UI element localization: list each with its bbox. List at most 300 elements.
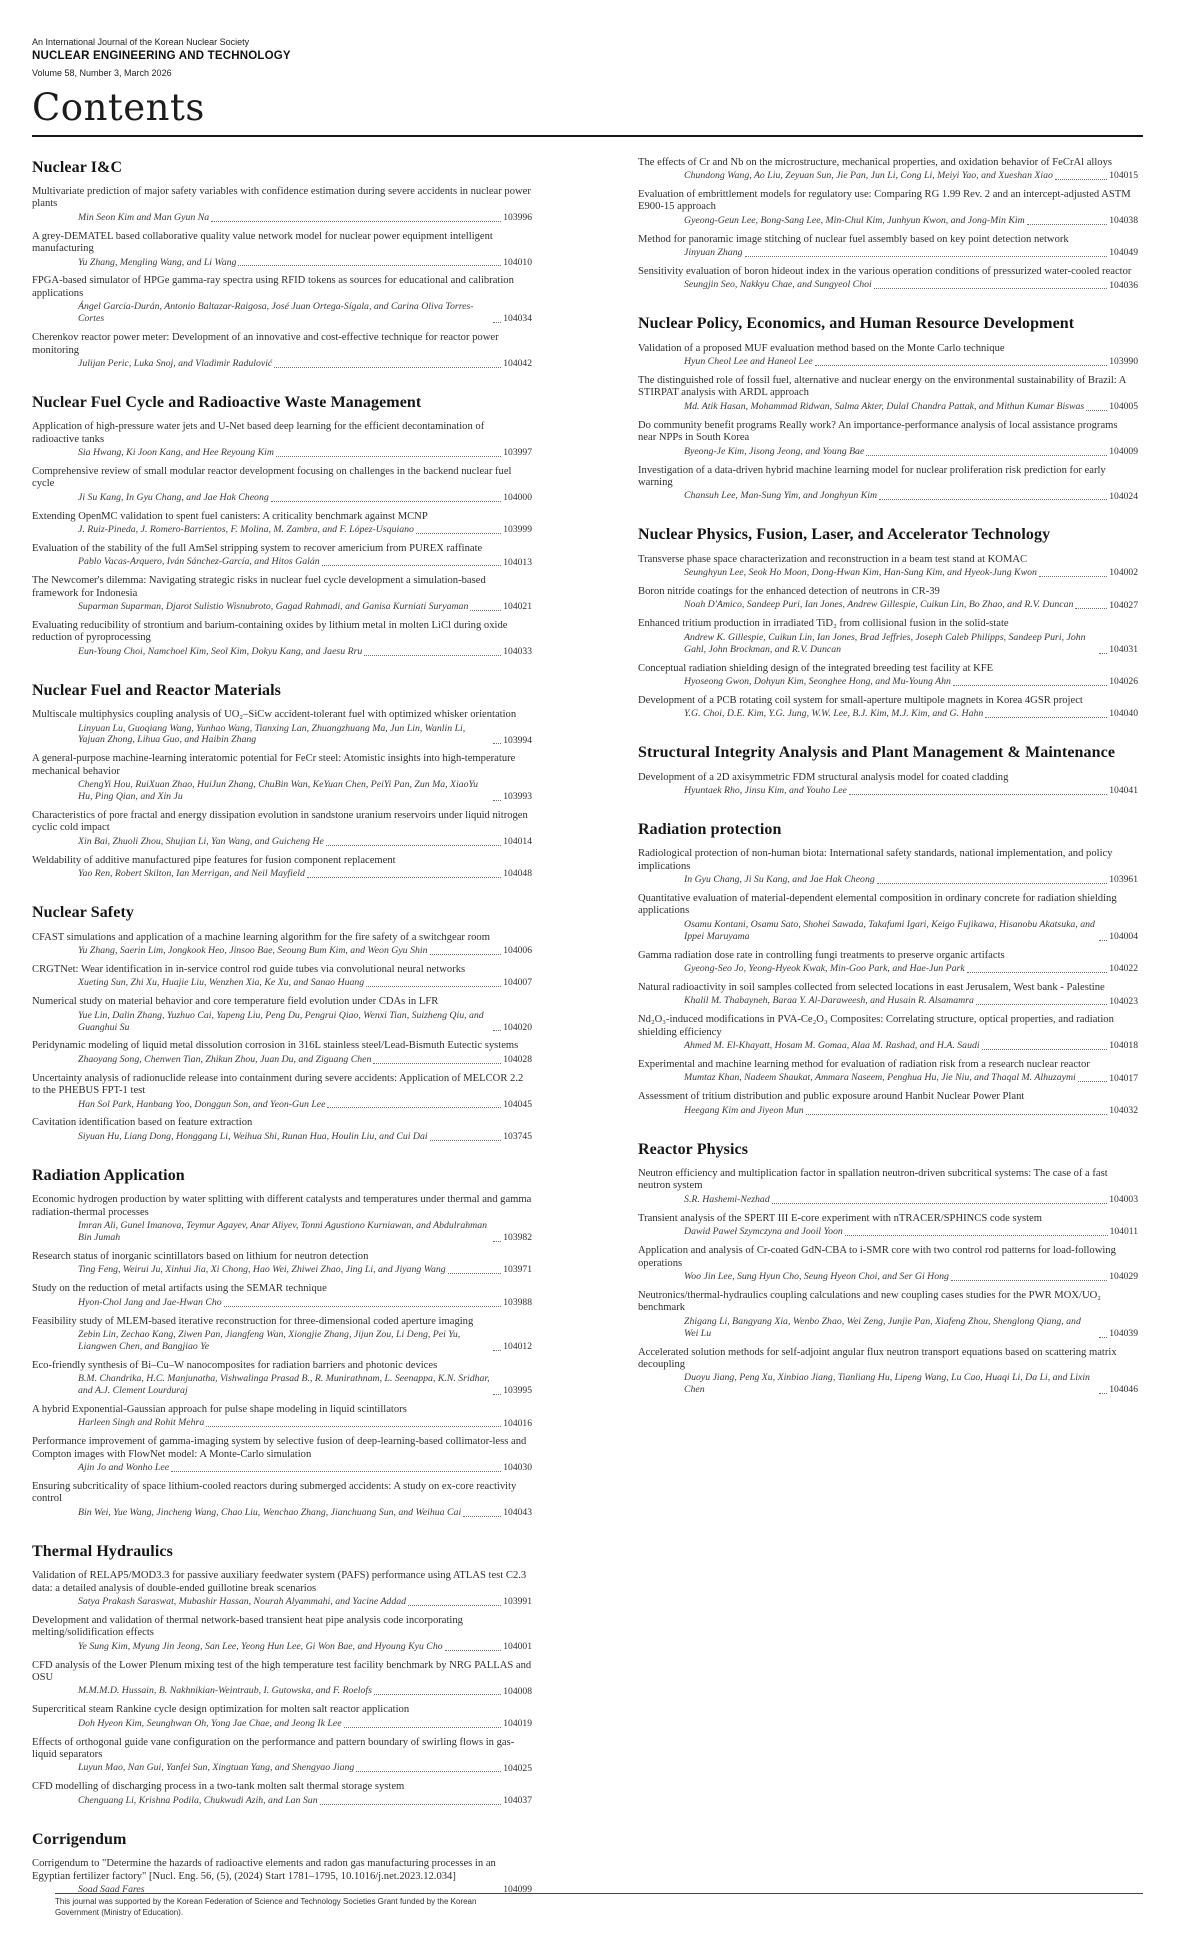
article-page-number: 104000 [503,491,532,503]
article-meta [32,301,532,325]
dotted-leader [849,794,1107,795]
article-authors: Osamu Kontani, Osamu Sato, Shohei Sawada, Takafumi Igari, Keigo Fujikawa, Hisanobu Akatsuka, and Ippei Maruyama [684,918,1095,942]
article-entry [32,1117,532,1142]
section-heading: Thermal Hydraulics [32,1542,173,1560]
dotted-leader [463,1516,501,1517]
article-page-number: 104042 [503,358,532,370]
article-page-number: 103982 [503,1232,532,1244]
article-page-number: 104099 [503,1884,532,1896]
article-title: Peridynamic modeling of liquid metal dissolution corrosion in 316L stainless steel/Lead-Bismuth Eutectic systems [32,1040,519,1052]
article-authors: Satya Prakash Saraswat, Mubashir Hassan, Nourah Alyammahi, and Yacine Addad [78,1595,407,1607]
article-title: CRGTNet: Wear identification in in-service control rod guide tubes via convolutional neural networks [32,963,466,975]
article-meta [32,1297,532,1309]
article-title: Corrigendum to "Determine the hazards of radioactive elements and radon gas manufacturing processes in an Egyptian fertilizer factory" [Nucl. Eng. 56, (5), (2024) Start 1781–1795, 10.1016/j.net.2023.12.034] [32,1858,496,1882]
article-title: Weldability of additive manufactured pipe features for fusion component replacement [32,854,396,866]
article-meta [638,963,1138,975]
section-heading: Corrigendum [32,1830,127,1848]
article-entry [32,620,532,658]
article-entry [638,343,1138,368]
article-page-number: 104009 [1109,445,1138,457]
toc-section [638,315,1138,502]
article-title: Investigation of a data-driven hybrid machine learning model for nuclear proliferation risk prediction for early warning [638,464,1106,488]
article-entry [32,996,532,1033]
article-entry [32,1481,532,1519]
article-title: Assessment of tritium distribution and public exposure around Hanbit Nuclear Power Plant [638,1091,1025,1103]
article-entry [32,1251,532,1276]
article-entry [32,1404,532,1429]
dotted-leader [493,1394,501,1395]
article-title: Radiological protection of non-human biota: International safety standards, national implementation, and policy implications [638,848,1113,872]
article-authors: Ting Feng, Weirui Ju, Xinhui Jia, Xi Chong, Hao Wei, Zhiwei Zhao, Jing Li, and Jiyang Wang [78,1264,446,1276]
article-authors: Seungjin Seo, Nakkyu Chae, and Sungyeol Choi [684,279,872,291]
article-meta [32,492,532,504]
article-page-number: 104041 [1109,785,1138,797]
article-entry [638,1014,1138,1052]
article-authors: Md. Atik Hasan, Mohammad Ridwan, Salma Akter, Dulal Chandra Pattak, and Mithun Kumar Biswas [684,400,1085,412]
article-page-number: 104029 [1109,1271,1138,1283]
article-entry [638,618,1138,655]
toc-section [32,1543,532,1807]
article-title: Validation of a proposed MUF evaluation method based on the Monte Carlo technique [638,342,1005,354]
article-meta [32,1417,532,1429]
article-page-number: 103745 [503,1131,532,1143]
article-title: Multivariate prediction of major safety variables with confidence estimation during severe accidents in nuclear power plants [32,186,531,210]
article-meta [32,723,532,747]
article-title: Evaluating reducibility of strontium and barium-containing oxides by lithium metal in molten LiCl during oxide reduction of pyroprocessing [32,620,508,644]
article-authors: Suparman Suparman, Djarot Sulistio Wisnubroto, Gagad Rahmadi, and Ganisa Kurniati Suryaman [78,601,469,613]
article-title: Transient analysis of the SPERT III E-core experiment with nTRACER/SPHINCS code system [638,1212,1042,1224]
dotted-leader [493,1350,501,1351]
dotted-leader [953,685,1107,686]
article-title: Study on the reduction of metal artifacts using the SEMAR technique [32,1283,327,1295]
article-page-number: 104048 [503,868,532,880]
dotted-leader [745,256,1108,257]
article-authors: B.M. Chandrika, H.C. Manjunatha, Vishwalinga Prasad B., R. Munirathnam, L. Seenappa, K.N. Sridhar, and A.J. Clement Lourduraj [78,1373,490,1397]
article-page-number: 104003 [1109,1194,1138,1206]
article-title: Method for panoramic image stitching of nuclear fuel assembly based on key point detection network [638,233,1069,245]
article-entry [32,332,532,370]
article-meta [32,1131,532,1143]
dotted-leader [1099,940,1107,941]
article-page-number: 104046 [1109,1384,1138,1396]
article-authors: Duoyu Jiang, Peng Xu, Xinbiao Jiang, Tianliang Hu, Lipeng Wang, Lu Cao, Huaqi Li, Da Li, and Lixin Chen [684,1372,1090,1396]
article-entry [32,753,532,803]
article-page-number: 104032 [1109,1105,1138,1116]
article-title: Economic hydrogen production by water splitting with different catalysts and temperatures under thermal and gamma radiation-thermal processes [32,1194,532,1218]
article-authors: Ángel García-Durán, Antonio Baltazar-Raigosa, José Juan Ortega-Sígala, and Carina Oliva Torres-Cortes [78,301,474,325]
dotted-leader [1075,608,1107,609]
article-meta [32,779,532,803]
article-title: Conceptual radiation shielding design of the integrated breeding test facility at KFE [638,662,994,674]
article-authors: Woo Jin Lee, Sung Hyun Cho, Seung Hyeon Choi, and Ser Gi Hong [684,1270,949,1282]
article-page-number: 103990 [1109,356,1138,368]
article-entry [32,421,532,459]
article-title: Feasibility study of MLEM-based iterative reconstruction for three-dimensional coded aperture imaging [32,1315,474,1327]
article-entry [638,772,1138,797]
article-page-number: 104022 [1109,963,1138,975]
dotted-leader [206,1426,501,1427]
article-authors: Seunghyun Lee, Seok Ho Moon, Dong-Hwan Kim, Han-Sung Kim, and Hyeok-Jung Kwon [684,567,1037,578]
article-meta [32,868,532,880]
article-title: Application of high-pressure water jets and U-Net based deep learning for the efficient decontamination of radioactive tanks [32,421,485,445]
dotted-leader [344,1727,502,1728]
article-authors: Linyuan Lu, Guoqiang Wang, Yunhao Wang, Tianxing Lan, Zhuangzhuang Ma, Jun Lin, Wanlin Li, Yajuan Zhong, Lihua Guo, and Haibin Zhang [78,722,466,746]
article-page-number: 104025 [503,1762,532,1774]
article-entry [638,1347,1138,1397]
article-meta [32,836,532,848]
article-entry [638,375,1138,413]
article-authors: M.M.M.D. Hussain, B. Nakhnikian-Weintraub, I. Gutowska, and F. Roelofs [78,1685,372,1697]
dotted-leader [1055,179,1107,180]
article-meta [32,358,532,370]
article-meta [638,632,1138,656]
article-page-number: 104021 [503,601,532,613]
article-title: Boron nitride coatings for the enhanced detection of neutrons in CR-39 [638,585,940,597]
article-title: Neutron efficiency and multiplication factor in spallation neutron-driven subcritical systems: The case of a fast neutron system [638,1168,1108,1192]
article-authors: Ye Sung Kim, Myung Jin Jeong, San Lee, Yeong Hun Lee, Gi Won Bae, and Hyoung Kyu Cho [78,1640,443,1652]
article-authors: S.R. Hashemi-Nezhad [684,1193,770,1205]
article-entry [32,1316,532,1353]
dotted-leader [430,954,502,955]
article-meta [638,1226,1138,1238]
article-authors: Byeong-Je Kim, Jisong Jeong, and Young Bae [684,445,865,457]
article-page-number: 103993 [503,791,532,803]
article-title: A general-purpose machine-learning interatomic potential for FeCr steel: Atomistic insights into high-temperature mechanical behavior [32,753,516,777]
article-authors: Khalil M. Thabayneh, Baraa Y. Al-Daraweesh, and Husain R. Alsamamra [684,995,974,1007]
article-title: A grey-DEMATEL based collaborative quality value network model for nuclear power equipment intelligent manufacturing [32,230,493,255]
dotted-leader [772,1203,1108,1204]
article-title: Gamma radiation dose rate in controlling fungi treatments to preserve organic artifacts [638,949,1005,961]
article-meta [32,257,532,269]
dotted-leader [1027,224,1108,225]
article-entry [32,1660,532,1698]
article-page-number: 103994 [503,734,532,746]
article-title: Validation of RELAP5/MOD3.3 for passive auxiliary feedwater system (PAFS) performance using ATLAS test C2.3 data: a detailed analysis of double-ended guillotine break scenarios [32,1570,527,1594]
toc-section [32,682,532,880]
article-meta [638,1040,1138,1052]
article-authors: Yu Zhang, Mengling Wang, and Li Wang [78,256,237,268]
article-entry [638,1290,1138,1340]
article-entry [638,586,1138,611]
article-meta [638,995,1138,1007]
article-entry [638,1091,1138,1116]
article-authors: ChengYi Hou, RuiXuan Zhao, HuiJun Zhang, ChuBin Wan, KeYuan Chen, PeiYi Pan, Zun Ma, XiaoYu Hu, Ping Qian, and Xin Ju [78,779,478,803]
left-column [32,157,532,1903]
dotted-leader [877,883,1107,884]
article-entry [638,982,1138,1007]
article-entry [638,893,1138,943]
article-page-number: 104033 [503,646,532,658]
article-authors: Xueting Sun, Zhi Xu, Huajie Liu, Wenzhen Xia, Ke Xu, and Sanao Huang [78,977,365,989]
article-authors: Hyun Cheol Lee and Haneol Lee [684,356,813,368]
article-page-number: 104006 [503,945,532,957]
article-meta [638,676,1138,688]
article-title: The effects of Cr and Nb on the microstructure, mechanical properties, and oxidation behavior of FeCrAl alloys [638,156,1113,168]
article-entry [638,189,1138,227]
dotted-leader [408,1605,501,1606]
article-title: Ensuring subcriticality of space lithium-cooled reactors during submerged accidents: A study on ex-core reactivity control [32,1481,517,1505]
section-heading: Nuclear I&C [32,158,123,176]
article-authors: Hyoseong Gwon, Dohyun Kim, Seonghee Hong, and Mu-Young Ahn [684,675,951,687]
dotted-leader [982,1049,1108,1050]
article-authors: In Gyu Chang, Ji Su Kang, and Jae Hak Cheong [684,874,875,886]
toc-section [32,904,532,1143]
toc-section [638,157,1138,292]
article-meta [32,1762,532,1774]
dotted-leader [976,1004,1107,1005]
article-title: Uncertainty analysis of radionuclide release into containment during severe accidents: Application of MELCOR 2.2 to the PHEBUS FPT-1 test [32,1072,524,1097]
dotted-leader [815,365,1108,366]
article-authors: Julijan Peric, Luka Snoj, and Vladimir Radulović [78,357,273,369]
article-entry [32,932,532,957]
article-entry [32,1737,532,1775]
dotted-leader [1099,1393,1107,1394]
article-authors: Ajin Jo and Wonho Lee [78,1462,170,1474]
article-page-number: 104020 [503,1021,532,1033]
dotted-leader [1086,410,1107,411]
article-page-number: 104040 [1109,708,1138,720]
article-entry [32,1570,532,1608]
article-meta [638,708,1138,720]
journal-header [32,36,1143,128]
page-title: Contents [32,85,205,129]
article-authors: Zebin Lin, Zechao Kang, Ziwen Pan, Jiangfeng Wan, Xiongjie Zhang, Jijun Zou, Li Deng, Pei Yu, Liangwen Chen, and Bangjiao Ye [78,1328,461,1352]
article-entry [638,950,1138,975]
toc-section [638,1141,1138,1396]
article-meta [32,601,532,613]
article-title: Development and validation of thermal network-based transient heat pipe analysis code incorporating melting/solidification effects [32,1614,463,1639]
article-entry [32,709,532,746]
article-authors: Mumtaz Khan, Nadeem Shaukat, Ammara Naseem, Penghua Hu, Jie Niu, and Thaqal M. Alhuzaymi [684,1072,1076,1084]
article-entry [32,1360,532,1397]
toc-section [32,394,532,658]
dotted-leader [845,1235,1108,1236]
article-authors: Ahmed M. El-Khayatt, Hosam M. Gomaa, Alaa M. Rashad, and H.A. Saudi [684,1040,980,1052]
article-authors: Soad Saad Fares [78,1883,145,1895]
article-entry [32,1283,532,1308]
article-page-number: 104004 [1109,930,1138,942]
article-title: Multiscale multiphysics coupling analysis of UO₂–SiCw accident-tolerant fuel with optimized whisker orientation [32,709,517,721]
article-authors: Pablo Vacas-Arquero, Iván Sánchez-García, and Hitos Galán [78,556,320,568]
article-authors: Gyeong-Seo Jo, Yeong-Hyeok Kwak, Min-Goo Park, and Hae-Jun Park [684,963,965,975]
dotted-leader [874,288,1107,289]
article-meta [638,599,1138,611]
dotted-leader [866,455,1107,456]
dotted-leader [967,972,1108,973]
article-entry [32,1615,532,1653]
article-title: Experimental and machine learning method for evaluation of radiation risk from a research nuclear reactor [638,1059,1090,1071]
article-authors: Jinyuan Zhang [684,247,743,259]
article-page-number: 104028 [503,1054,532,1066]
article-page-number: 104008 [503,1685,532,1697]
article-meta [32,1329,532,1353]
article-meta [32,1373,532,1397]
article-title: Quantitative evaluation of material-dependent elemental composition in ordinary concrete for radiation shielding applications [638,893,1117,917]
article-meta [32,1220,532,1244]
article-page-number: 104012 [503,1341,532,1353]
article-page-number: 104014 [503,836,532,848]
article-meta [32,1462,532,1474]
article-meta [32,1010,532,1034]
article-meta [32,212,532,224]
article-authors: Andrew K. Gillespie, Cuikun Lin, Ian Jones, Brad Jeffries, Joseph Caleb Philipps, Sandeep Puri, John Gahl, John Brockman, and R.V. Duncan [684,631,1086,655]
article-title: Performance improvement of gamma-imaging system by selective fusion of deep-learning-based collimator-less and Compton images with FlowNet model: A Monte-Carlo simulation [32,1436,527,1460]
article-page-number: 103988 [503,1296,532,1308]
article-authors: Luyun Mao, Nan Gui, Yanfei Sun, Xingtuan Yang, and Shengyao Jiang [78,1762,355,1774]
section-heading: Structural Integrity Analysis and Plant Management & Maintenance [638,744,1116,762]
dotted-leader [470,610,501,611]
article-meta [638,1194,1138,1206]
article-title: Extending OpenMC validation to spent fuel canisters: A criticality benchmark against MCNP [32,510,428,522]
article-title: CFD modelling of discharging process in a two-tank molten salt thermal storage system [32,1781,405,1793]
article-meta [32,646,532,658]
article-title: A hybrid Exponential-Gaussian approach for pulse shape modeling in liquid scintillators [32,1404,407,1416]
article-title: CFAST simulations and application of a machine learning algorithm for the fire safety of a switchgear room [32,931,490,943]
article-page-number: 104043 [503,1507,532,1519]
dotted-leader [1078,1081,1107,1082]
article-page-number: 104001 [503,1640,532,1652]
article-meta [638,401,1138,413]
section-heading: Radiation protection [638,820,782,838]
section-heading: Radiation Application [32,1166,185,1184]
article-authors: Yu Zhang, Saerin Lim, Jongkook Heo, Jinsoo Bae, Seoung Bum Kim, and Weon Gyu Shin [78,944,428,956]
article-entry [32,1436,532,1474]
dotted-leader [1099,1337,1107,1338]
article-page-number: 104049 [1109,247,1138,259]
article-meta [638,567,1138,579]
article-authors: Siyuan Hu, Liang Dong, Honggang Li, Weihua Shi, Runan Hua, Houlin Liu, and Cui Dai [78,1130,428,1142]
article-meta [638,919,1138,943]
article-meta [638,1316,1138,1340]
dotted-leader [356,1771,501,1772]
article-entry [32,1194,532,1244]
article-authors: Sia Hwang, Ki Joon Kang, and Hee Reyoung Kim [78,447,274,459]
dotted-leader [327,1107,501,1108]
article-authors: Chundong Wang, Ao Liu, Zeyuan Sun, Jie Pan, Jun Li, Cong Li, Meiyi Yao, and Xueshan Xiao [684,170,1053,182]
article-entry [638,420,1138,458]
journal-subtitle: An International Journal of the Korean Nuclear Society [32,37,250,47]
article-page-number: 103997 [503,447,532,459]
article-page-number: 104011 [1109,1226,1138,1238]
article-meta [638,247,1138,259]
article-title: Evaluation of embrittlement models for regulatory use: Comparing RG 1.99 Rev. 2 and an intercept-adjusted ASTM E900-15 approach [638,188,1131,213]
article-page-number: 103999 [503,524,532,536]
dotted-leader [493,322,501,323]
article-entry [638,554,1138,579]
article-meta [32,1795,532,1807]
article-page-number: 103996 [503,212,532,224]
article-title: Nd₂O₃-induced modifications in PVA-Ce₂O₃ Composites: Correlating structure, optical properties, and radiation shielding efficiency [638,1014,1114,1038]
article-entry [638,1059,1138,1084]
article-title: Transverse phase space characterization and reconstruction in a beam test stand at KOMAC [638,553,1028,565]
article-authors: Harleen Singh and Rohit Mehra [78,1417,205,1429]
article-title: Eco-friendly synthesis of Bi–Cu–W nanocomposites for radiation barriers and photonic devices [32,1359,438,1371]
article-title: CFD analysis of the Lower Plenum mixing test of the high temperature test facility benchmark by NRG PALLAS and OSU [32,1659,532,1684]
article-page-number: 104045 [503,1098,532,1110]
article-page-number: 104005 [1109,401,1138,413]
article-entry [32,1040,532,1065]
article-title: Sensitivity evaluation of boron hideout index in the various operation conditions of pressurized water-cooled reactor [638,266,1132,278]
dotted-leader [307,877,501,878]
article-title: Application and analysis of Cr-coated GdN-CBA to i-SMR core with two control rod patterns for load-following operations [638,1245,1116,1269]
article-authors: Min Seon Kim and Man Gyun Na [78,211,210,223]
dotted-leader [373,1063,501,1064]
article-entry [638,266,1138,291]
article-entry [638,1213,1138,1238]
dotted-leader [276,456,501,457]
article-page-number: 103991 [503,1596,532,1608]
footer-divider [55,1893,1143,1894]
journal-title: NUCLEAR ENGINEERING AND TECHNOLOGY [32,50,291,63]
article-meta [32,977,532,989]
article-meta [638,874,1138,886]
article-meta [638,170,1138,182]
article-page-number: 104010 [503,256,532,268]
article-meta [638,279,1138,291]
article-authors: Zhaoyang Song, Chenwen Tian, Zhikun Zhou, Juan Du, and Ziguang Chen [78,1053,372,1065]
article-page-number: 104037 [503,1795,532,1807]
article-page-number: 103961 [1109,874,1138,886]
article-meta [638,446,1138,458]
article-page-number: 104023 [1109,995,1138,1007]
article-title: Evaluation of the stability of the full AmSel stripping system to recover americium from PUREX raffinate [32,543,483,554]
dotted-leader [366,986,501,987]
article-meta [32,945,532,957]
article-meta [32,1507,532,1519]
page-footer [55,1893,1143,1918]
article-authors: Chenguang Li, Krishna Podila, Chukwudi Azih, and Lan Sun [78,1794,318,1806]
toc-section [638,821,1138,1117]
article-title: Accelerated solution methods for self-adjoint angular flux neutron transport equations based on scattering matrix decoupling [638,1346,1117,1370]
article-title: Neutronics/thermal-hydraulics coupling calculations and new coupling cases studies for the PWR MOX/UO₂ benchmark [638,1289,1101,1314]
article-meta [32,1718,532,1730]
article-entry [32,575,532,613]
article-meta [638,785,1138,797]
article-authors: Doh Hyeon Kim, Seunghwan Oh, Yong Jae Chae, and Jeong Ik Lee [78,1717,342,1729]
section-heading: Nuclear Fuel Cycle and Radioactive Waste Management [32,393,422,411]
dotted-leader [806,1114,1108,1115]
article-title: Cavitation identification based on feature extraction [32,1117,253,1129]
article-meta [32,524,532,536]
article-title: Effects of orthogonal guide vane configuration on the performance and pattern boundary of swirling flows in gas-liquid separators [32,1736,515,1761]
article-entry [32,511,532,536]
article-authors: Zhigang Li, Bangyang Xia, Wenbo Zhao, Wei Zeng, Junjie Pan, Xiafeng Zhou, Shenglong Qiang, and Wei Lu [684,1315,1081,1339]
dotted-leader [493,743,501,744]
article-title: Do community benefit programs Really work? An importance-performance analysis of local assistance programs near NPPs in South Korea [638,419,1118,444]
article-page-number: 104027 [1109,599,1138,611]
article-authors: Gyeong-Geun Lee, Bong-Sang Lee, Min-Chul Kim, Junhyun Kwon, and Jong-Min Kim [684,214,1025,226]
article-title: Supercritical steam Rankine cycle design optimization for molten salt reactor application [32,1704,410,1716]
footer-note: This journal was supported by the Korean Federation of Science and Technology Societies Grant funded by the Korean Government (Ministry of Education). [55,1897,477,1917]
dotted-leader [448,1273,502,1274]
dotted-leader [493,1241,501,1242]
article-page-number: 104019 [503,1717,532,1729]
article-authors: J. Ruiz-Pineda, J. Romero-Barrientos, F. Molina, M. Zambra, and F. López-Usquiano [78,524,414,536]
article-entry [32,1073,532,1111]
article-entry [32,810,532,848]
toc-section [32,1831,532,1896]
article-title: Comprehensive review of small modular reactor development focusing on challenges in the backend nuclear fuel cycle [32,465,512,490]
article-meta [638,1271,1138,1283]
article-meta [32,447,532,459]
article-entry [32,186,532,224]
dotted-leader [364,655,501,656]
article-title: Enhanced tritium production in irradiated TiD₂ from collisional fusion in the solid-state [638,618,1009,630]
article-page-number: 104007 [503,977,532,989]
article-title: Characteristics of pore fractal and energy dissipation evolution in sandstone uranium reservoirs under liquid nitrogen cyclic cold impact [32,810,528,834]
section-heading: Reactor Physics [638,1140,749,1158]
toc-section [638,744,1138,797]
